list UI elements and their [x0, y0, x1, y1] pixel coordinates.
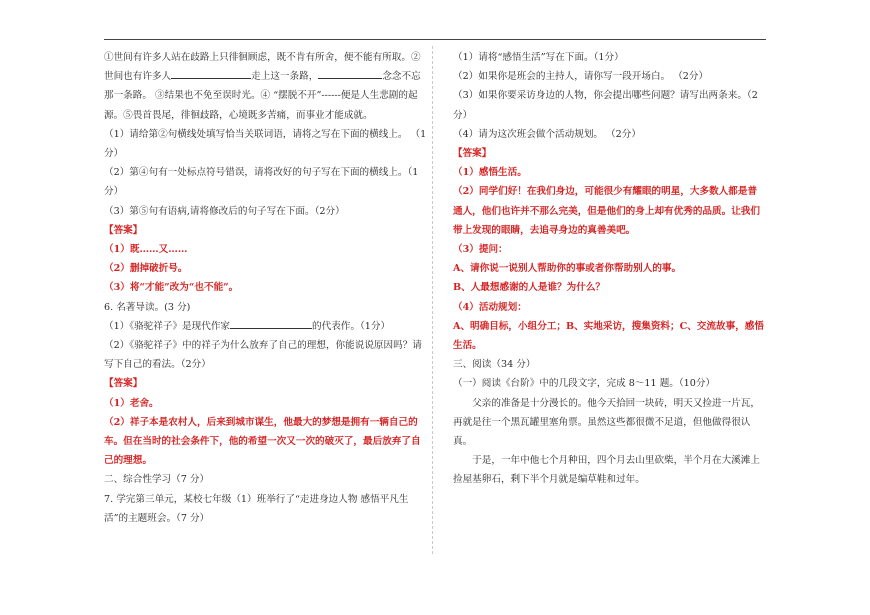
- q7-answer-1: （1）感悟生活。: [453, 167, 527, 179]
- answer-label: 【答案】: [453, 148, 492, 160]
- blank-1: [171, 69, 251, 79]
- q7-sub2: （2）如果你是班会的主持人，请你写一段开场白。 （2分）: [453, 71, 709, 83]
- q6-sub2: （2）《骆驼祥子》中的祥子为什么放弃了自己的理想，你能说说原因吗？请写下自己的看法。（2分）: [104, 340, 422, 371]
- q5-sub1: （1）请给第②句横线处填写恰当关联词语，请将之写在下面的横线上。 （1分）: [104, 128, 427, 160]
- q7-sub3: （3）如果你要采访身边的人物，你会提出哪些问题？请写出两条来。（2分）: [453, 90, 758, 121]
- q5-passage: ①世间有许多人站在歧路上只徘徊顾虑，既不肯有所舍，便不能有所取。②世间也有许多人 走上这一条路， 念念不忘那一条路。 ③结果也不免至误时光。④ “摆脱不开”------便是人生悲剧的起源。⑤畏首畏尾，徘徊歧路，心境既多苦痛，而事业才能成就。: [104, 52, 421, 121]
- q6-title: 6. 名著导读。(3 分): [104, 301, 191, 313]
- q7-answer-3a: A、请你说一说别人帮助你的事或者你帮助别人的事。: [453, 263, 682, 275]
- section-3-heading: 三、阅读（34 分）: [453, 359, 536, 371]
- reading-paragraph-2: 于是，一年中他七个月种田，四个月去山里砍柴，半个月在大溪滩上捡屋基卵石，剩下半个月就是编草鞋和过年。: [453, 455, 760, 486]
- q7-answer-4: （4）活动规划：: [453, 301, 527, 313]
- q7-sub1: （1）请将“感悟生活”写在下面。（1分）: [453, 52, 624, 63]
- answer-label: 【答案】: [104, 224, 143, 236]
- column-divider: [432, 46, 433, 554]
- q5-answer-1: （1）既……又……: [104, 244, 188, 256]
- q5-sub3: （3）第⑤句有语病,请将修改后的句子写在下面。（2分）: [104, 205, 345, 217]
- q7-answer-3: （3）提问：: [453, 244, 508, 256]
- answer-label: 【答案】: [104, 378, 143, 390]
- q7-answer-2: （2）同学们好！在我们身边，可能很少有耀眼的明星，大多数人都是普通人，他们也许并不那么完美，但是他们的身上却有优秀的品质。让我们带上发现的眼睛，去追寻身边的真善美吧。: [453, 186, 760, 236]
- reading-paragraph-1: 父亲的准备是十分漫长的。他今天拾回一块砖，明天又捡进一片瓦，再就是往一个黑瓦罐里塞角票。虽然这些都很微不足道，但他做得很认真。: [453, 397, 760, 448]
- q7-answer-4a: A、明确目标，小组分工；B、实地采访，搜集资料；C、交流故事，感悟生活。: [453, 320, 764, 352]
- left-column: [104, 48, 428, 528]
- q6-sub1: （1）《骆驼祥子》是现代作家 的代表作。（1分）: [104, 320, 391, 332]
- blank-2: [318, 69, 382, 79]
- reading-title: （一）阅读《台阶》中的几段文字，完成 8～11 题。（10分）: [453, 378, 716, 390]
- q7-title: 7. 学完第三单元，某校七年级（1）班举行了“走进身边人物 感悟平凡生活”的主题班会。（7 分）: [104, 493, 409, 524]
- q5-answer-3: （3）将“才能”改为“也不能”。: [104, 282, 239, 294]
- q5-answer-2: （2）删掉破折号。: [104, 263, 188, 275]
- section-2-heading: 二、综合性学习（7 分）: [104, 474, 210, 486]
- q7-answer-3b: B、人最想感谢的人是谁？为什么？: [453, 282, 606, 294]
- right-column: [453, 48, 766, 490]
- blank-author: [230, 319, 312, 329]
- q5-sub2: （2）第④句有一处标点符号错误，请将改好的句子写在下面的横线上。（1分）: [104, 167, 419, 198]
- q6-answer-1: （1）老舍。: [104, 397, 159, 409]
- q6-answer-2: （2）祥子本是农村人，后来到城市谋生，他最大的梦想是拥有一辆自己的车。但在当时的社会条件下，他的希望一次又一次的破灭了，最后放弃了自己的理想。: [104, 416, 421, 467]
- q7-sub4: （4）请为这次班会做个活动规划。 （2分）: [453, 128, 641, 140]
- header-rule: [104, 39, 766, 40]
